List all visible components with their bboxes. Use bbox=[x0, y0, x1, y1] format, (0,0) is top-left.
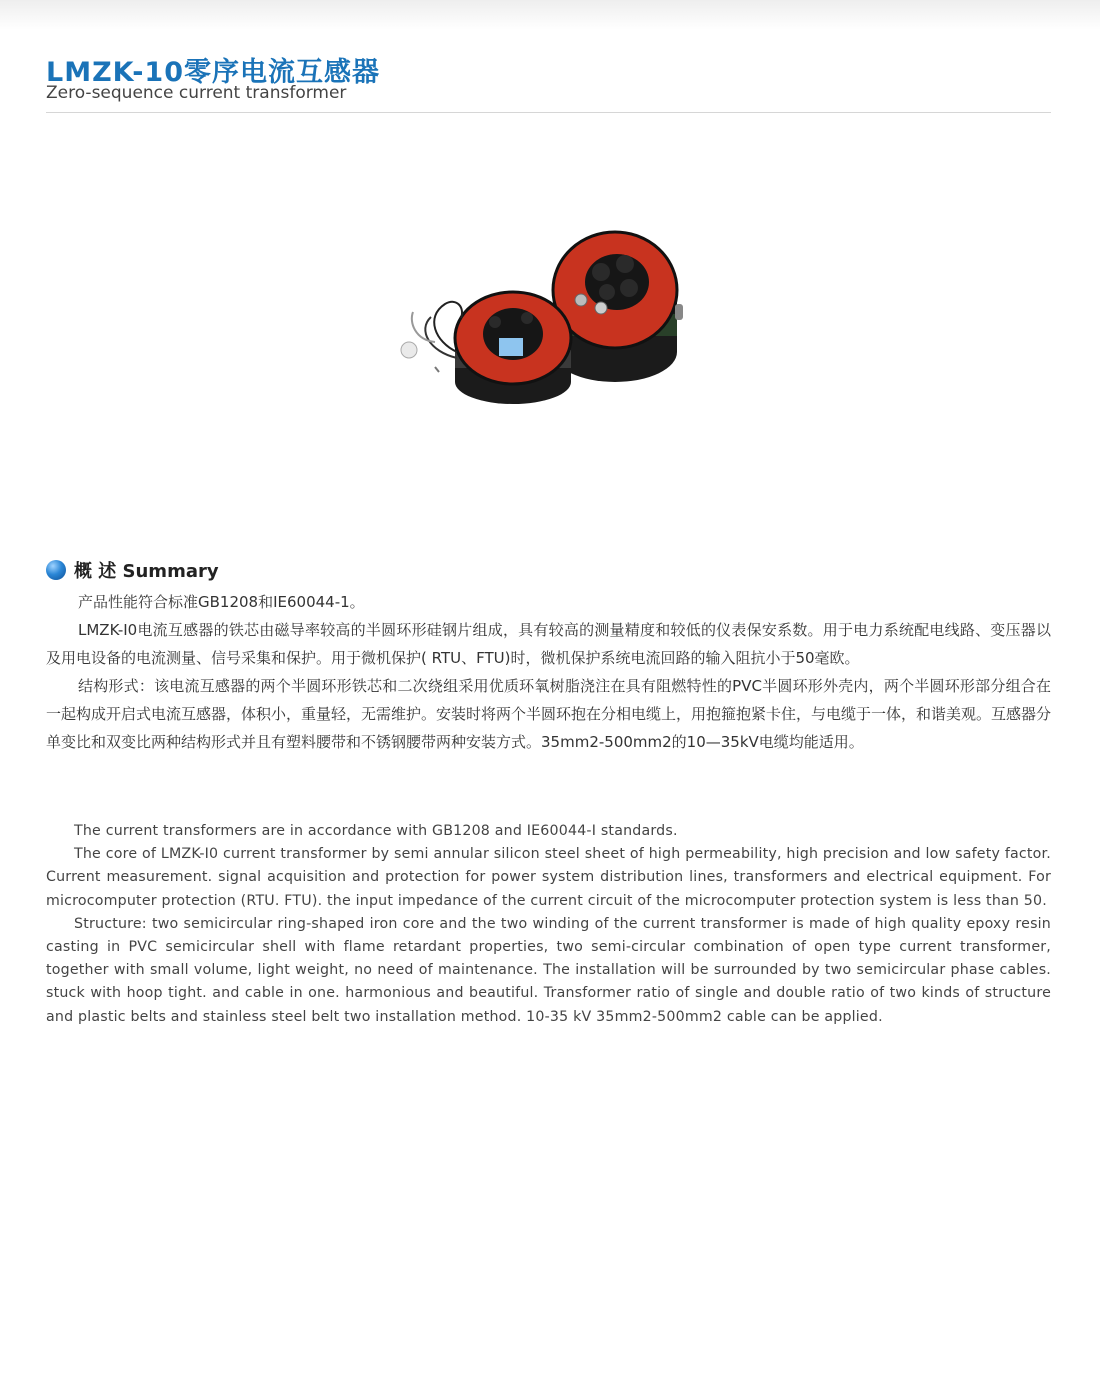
small-transformer bbox=[455, 292, 571, 404]
page-subtitle: Zero-sequence current transformer bbox=[46, 83, 347, 103]
en-paragraph: Structure: two semicircular ring-shaped iron core and the two winding of the current transformer is made of high quality epoxy resin casting in PVC semicircular shell with flame retardant properties, two semi-circular combination of open type current transformer, together with small volume, light weight, no need of maintenance. The installation will be surrounded by two semicircular phase cables. stuck with hoop tight. and cable in one. harmonious and beautiful. Transformer ratio of single and double ratio of two kinds of structure and plastic belts and stainless steel belt two installation method. 10-35 kV 35mm2-500mm2 cable can be applied. bbox=[46, 915, 1051, 1025]
large-transformer bbox=[553, 232, 683, 382]
summary-heading-label: 概 述 Summary bbox=[74, 561, 219, 582]
cn-paragraph: 结构形式：该电流互感器的两个半圆环形铁芯和二次绕组采用优质环氧树脂浇注在具有阻燃特性的PVC半圆环形外壳内，两个半圆环形部分组合在一起构成开启式电流互感器，体积小，重量轻，无需维护。安装时将两个半圆环抱在分相电缆上，用抱箍抱紧卡住，与电缆于一体，和谐美观。互感器分单变比和双变比两种结构形式并且有塑料腰带和不锈钢腰带两种安装方式。35mm2-500mm2的10—35kV电缆均能适用。 bbox=[46, 677, 1052, 751]
cn-paragraph: 产品性能符合标准GB1208和IE60044-1。 bbox=[78, 593, 365, 611]
bullet-icon bbox=[46, 560, 66, 580]
en-paragraph: The current transformers are in accordance with GB1208 and IE60044-I standards. bbox=[74, 823, 678, 839]
connector-cap bbox=[401, 342, 417, 358]
product-photo bbox=[395, 222, 695, 407]
header-divider bbox=[46, 112, 1051, 113]
page-title: LMZK-10零序电流互感器 bbox=[46, 57, 381, 88]
summary-english-text bbox=[46, 820, 1051, 1029]
en-paragraph: The core of LMZK-I0 current transformer by semi annular silicon steel sheet of high permeability, high precision and low safety factor. Current measurement. signal acquisition and protection for power system distribution lines, transformers and electrical equipment. For microcomputer protection (RTU. FTU). the input impedance of the current circuit of the microcomputer protection system is less than 50. bbox=[46, 846, 1051, 909]
summary-heading bbox=[46, 557, 219, 583]
cn-paragraph: LMZK-I0电流互感器的铁芯由磁导率较高的半圆环形硅钢片组成，具有较高的测量精度和较低的仪表保安系数。用于电力系统配电线路、变压器以及用电设备的电流测量、信号采集和保护。用于微机保护( RTU、FTU)时，微机保护系统电流回路的输入阻抗小于50毫欧。 bbox=[46, 621, 1051, 667]
top-shade bbox=[0, 0, 1100, 30]
summary-chinese-text bbox=[46, 588, 1051, 756]
